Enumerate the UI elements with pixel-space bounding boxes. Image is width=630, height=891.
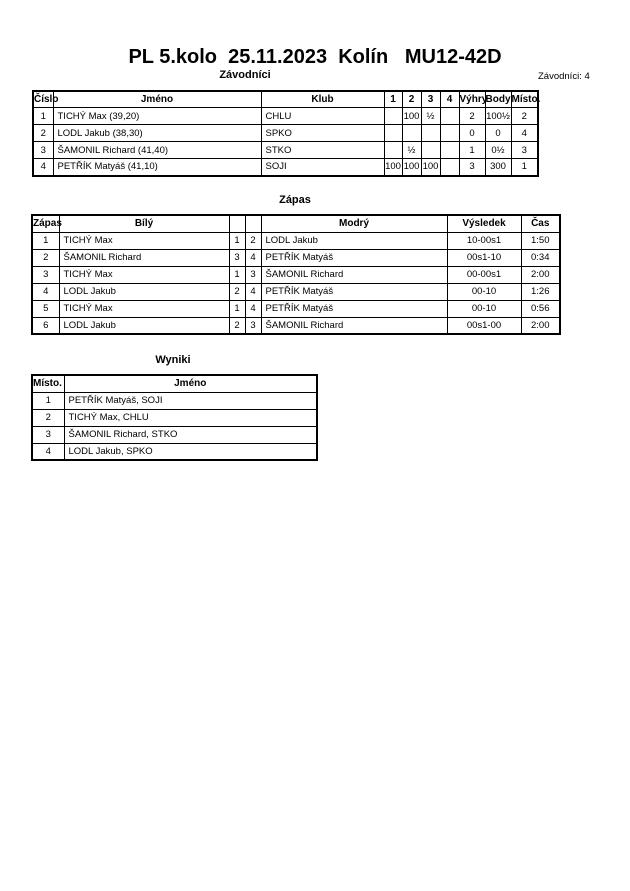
table-row xyxy=(32,317,560,334)
competitor-count: Závodníci: 4 xyxy=(538,71,590,82)
table-row xyxy=(32,266,560,283)
cell-white-name: TICHÝ Max xyxy=(59,266,229,283)
cell-white-name: TICHÝ Max xyxy=(59,232,229,249)
cell-result: 00-10 xyxy=(447,283,521,300)
table-row xyxy=(32,443,317,460)
cell-cislo: 4 xyxy=(33,159,53,176)
cell-cislo: 3 xyxy=(33,142,53,159)
results-header-row xyxy=(32,375,317,392)
cell-jmeno: TICHÝ Max (39,20) xyxy=(53,108,261,125)
cell-misto: 2 xyxy=(32,409,64,426)
cell-blue-no: 4 xyxy=(245,283,261,300)
competitors-table xyxy=(32,90,539,177)
cell-round-3 xyxy=(421,125,440,142)
matches-heading: Zápas xyxy=(279,194,311,206)
cell-time: 2:00 xyxy=(521,266,560,283)
cell-body: 0 xyxy=(485,125,511,142)
cell-klub: SOJI xyxy=(261,159,384,176)
cell-cislo: 2 xyxy=(33,125,53,142)
table-row xyxy=(33,142,538,159)
header-bily: Bílý xyxy=(59,215,229,232)
cell-round-2 xyxy=(402,125,421,142)
cell-jmeno: PETŘÍK Matyáš (41,10) xyxy=(53,159,261,176)
cell-blue-no: 3 xyxy=(245,266,261,283)
cell-blue-name: LODL Jakub xyxy=(261,232,447,249)
cell-jmeno: LODL Jakub (38,30) xyxy=(53,125,261,142)
cell-klub: STKO xyxy=(261,142,384,159)
cell-vyhry: 0 xyxy=(459,125,485,142)
header-round-3: 3 xyxy=(421,91,440,108)
table-row xyxy=(32,232,560,249)
cell-round-4 xyxy=(440,125,459,142)
cell-blue-no: 2 xyxy=(245,232,261,249)
cell-klub: SPKO xyxy=(261,125,384,142)
matches-header-row xyxy=(32,215,560,232)
cell-blue-name: ŠAMONIL Richard xyxy=(261,266,447,283)
cell-white-no: 1 xyxy=(229,266,245,283)
cell-round-3: 100 xyxy=(421,159,440,176)
cell-round-4 xyxy=(440,142,459,159)
header-cas: Čas xyxy=(521,215,560,232)
cell-round-2: 100 xyxy=(402,108,421,125)
cell-white-name: LODL Jakub xyxy=(59,317,229,334)
header-modry: Modrý xyxy=(261,215,447,232)
header-round-1: 1 xyxy=(384,91,402,108)
table-row xyxy=(32,426,317,443)
cell-round-2: ½ xyxy=(402,142,421,159)
cell-round-1: 100 xyxy=(384,159,402,176)
cell-vyhry: 2 xyxy=(459,108,485,125)
cell-result: 10-00s1 xyxy=(447,232,521,249)
results-heading: Wyniki xyxy=(155,354,191,366)
cell-result: 00s1-10 xyxy=(447,249,521,266)
header-vyhry: Výhry xyxy=(459,91,485,108)
table-row xyxy=(32,300,560,317)
cell-body: 100½ xyxy=(485,108,511,125)
table-row xyxy=(32,392,317,409)
table-row xyxy=(33,108,538,125)
cell-white-no: 2 xyxy=(229,317,245,334)
cell-jmeno: ŠAMONIL Richard (41,40) xyxy=(53,142,261,159)
cell-blue-no: 4 xyxy=(245,300,261,317)
cell-body: 0½ xyxy=(485,142,511,159)
cell-round-3: ½ xyxy=(421,108,440,125)
table-row xyxy=(33,159,538,176)
cell-misto: 4 xyxy=(511,125,538,142)
cell-blue-no: 3 xyxy=(245,317,261,334)
cell-white-name: TICHÝ Max xyxy=(59,300,229,317)
cell-round-1 xyxy=(384,125,402,142)
header-round-2: 2 xyxy=(402,91,421,108)
cell-match-no: 5 xyxy=(32,300,59,317)
cell-round-2: 100 xyxy=(402,159,421,176)
cell-result: 00-00s1 xyxy=(447,266,521,283)
cell-jmeno: TICHÝ Max, CHLU xyxy=(64,409,317,426)
header-misto: Místo. xyxy=(32,375,64,392)
cell-match-no: 1 xyxy=(32,232,59,249)
cell-misto: 1 xyxy=(511,159,538,176)
cell-round-1 xyxy=(384,142,402,159)
cell-blue-name: PETŘÍK Matyáš xyxy=(261,283,447,300)
cell-misto: 3 xyxy=(32,426,64,443)
cell-result: 00s1-00 xyxy=(447,317,521,334)
table-row xyxy=(32,283,560,300)
competitors-heading: Závodníci xyxy=(219,69,271,81)
header-jmeno: Jméno xyxy=(64,375,317,392)
cell-match-no: 4 xyxy=(32,283,59,300)
cell-klub: CHLU xyxy=(261,108,384,125)
cell-misto: 4 xyxy=(32,443,64,460)
cell-jmeno: ŠAMONIL Richard, STKO xyxy=(64,426,317,443)
cell-round-3 xyxy=(421,142,440,159)
cell-misto: 2 xyxy=(511,108,538,125)
cell-white-no: 1 xyxy=(229,300,245,317)
header-vysledek: Výsledek xyxy=(447,215,521,232)
header-jmeno: Jméno xyxy=(53,91,261,108)
cell-blue-name: PETŘÍK Matyáš xyxy=(261,249,447,266)
cell-time: 1:50 xyxy=(521,232,560,249)
cell-vyhry: 3 xyxy=(459,159,485,176)
header-body: Body xyxy=(485,91,511,108)
competitors-header-row xyxy=(33,91,538,108)
matches-table xyxy=(31,214,561,335)
cell-blue-no: 4 xyxy=(245,249,261,266)
cell-time: 2:00 xyxy=(521,317,560,334)
cell-time: 1:26 xyxy=(521,283,560,300)
cell-vyhry: 1 xyxy=(459,142,485,159)
cell-round-4 xyxy=(440,159,459,176)
results-table xyxy=(31,374,318,461)
table-row xyxy=(33,125,538,142)
cell-white-no: 3 xyxy=(229,249,245,266)
cell-white-name: LODL Jakub xyxy=(59,283,229,300)
table-row xyxy=(32,249,560,266)
cell-time: 0:56 xyxy=(521,300,560,317)
cell-jmeno: PETŘÍK Matyáš, SOJI xyxy=(64,392,317,409)
cell-body: 300 xyxy=(485,159,511,176)
cell-result: 00-10 xyxy=(447,300,521,317)
cell-match-no: 2 xyxy=(32,249,59,266)
cell-misto: 1 xyxy=(32,392,64,409)
cell-blue-name: PETŘÍK Matyáš xyxy=(261,300,447,317)
cell-white-name: ŠAMONIL Richard xyxy=(59,249,229,266)
table-row xyxy=(32,409,317,426)
cell-white-no: 2 xyxy=(229,283,245,300)
header-klub: Klub xyxy=(261,91,384,108)
cell-time: 0:34 xyxy=(521,249,560,266)
cell-match-no: 3 xyxy=(32,266,59,283)
cell-white-no: 1 xyxy=(229,232,245,249)
cell-round-1 xyxy=(384,108,402,125)
cell-round-4 xyxy=(440,108,459,125)
page-title: PL 5.kolo 25.11.2023 Kolín MU12-42D xyxy=(128,46,502,68)
cell-jmeno: LODL Jakub, SPKO xyxy=(64,443,317,460)
header-zapas: Zápas xyxy=(32,215,59,232)
header-round-4: 4 xyxy=(440,91,459,108)
cell-match-no: 6 xyxy=(32,317,59,334)
cell-misto: 3 xyxy=(511,142,538,159)
cell-cislo: 1 xyxy=(33,108,53,125)
cell-blue-name: ŠAMONIL Richard xyxy=(261,317,447,334)
header-misto: Místo. xyxy=(511,91,538,108)
header-cislo: Číslo xyxy=(33,91,53,108)
